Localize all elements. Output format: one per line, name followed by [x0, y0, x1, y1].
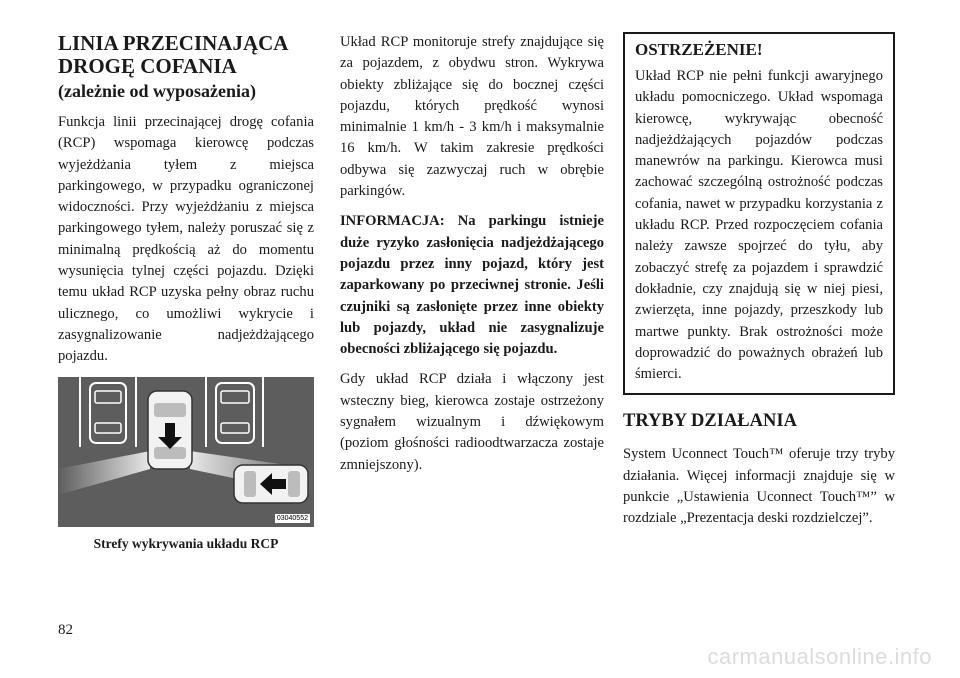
approaching-car: [234, 465, 308, 503]
page-number: 82: [58, 622, 73, 638]
rcp-operation: Gdy układ RCP działa i włączony jest wsteczny bieg, kierowca zostaje ostrzeżony sygnałem wizualnym i dźwiękowym (poziom głośności radioodtwarzacza zostaje zmniejszony).: [340, 371, 604, 473]
warning-box: [623, 32, 895, 395]
column-middle: [340, 32, 604, 485]
column-left: [58, 32, 314, 552]
warning-title: OSTRZEŻENIE!: [635, 40, 763, 59]
parking-illustration: [58, 377, 314, 527]
figure-code: 03040552: [276, 514, 308, 522]
modes-section-title: TRYBY DZIAŁANIA: [623, 411, 797, 432]
title-line-1: LINIA PRZECINAJĄCA: [58, 31, 289, 55]
title-line-2: DROGĘ COFANIA: [58, 54, 237, 78]
reversing-car: [148, 391, 192, 469]
modes-section-text: System Uconnect Touch™ oferuje trzy tryby działania. Więcej informacji znajduje się w punkcie „Ustawienia Uconnect Touch™” w rozdziale „Prezentacja deski rozdzielczej”.: [623, 446, 895, 527]
footer-watermark: carmanualsonline.info: [707, 644, 932, 669]
figure-caption: Strefy wykrywania układu RCP: [93, 535, 279, 551]
warning-text: Układ RCP nie pełni funkcji awaryjnego układu pomocniczego. Układ wspomaga kierowcę, wykrywając obecność nadjeżdżających pojazdów podczas manewrów na parkingu. Kierowca musi zachować szczególną ostrożność podczas cofania, nawet w przypadku korzystania z układu RCP. Przed rozpoczęciem cofania należy zawsze spojrzeć do tyłu, aby zobaczyć strefę za pojazdem i sprawdzić dokładnie, czy znajdują się w niej piesi, zwierzęta, inne pojazdy, przeszkody lub martwe punkty. Brak ostrożności może doprowadzić do poważnych obrażeń lub śmierci.: [635, 68, 883, 383]
parked-car-right: [216, 383, 254, 443]
intro-paragraph: Funkcja linii przecinającej drogę cofania (RCP) wspomaga kierowcę podczas wyjeżdżania tyłem z miejsca parkingowego, w przypadku ograniczonej widoczności. Przy wyjeżdżaniu z miejsca parkingowego tyłem, należy poruszać się z minimalną prędkością aż do momentu wysunięcia tylnej części pojazdu. Dzięki temu układ RCP uzyska pełny obraz ruchu ulicznego, co umożliwi wykrycie i zasygnalizowanie nadjeżdżającego pojazdu.: [58, 114, 314, 365]
section-title: [58, 32, 314, 78]
rcp-description: Układ RCP monitoruje strefy znajdujące się za pojazdem, z obydwu stron. Wykrywa obiekty zbliżające się do bocznej części pojazdu, których prędkość wynosi minimalnie 1 km/h - 3 km/h i maksymalnie 16 km/h. W takim zakresie prędkości odbywa się zazwyczaj ruch w obrębie parkingów.: [340, 34, 604, 200]
parked-car-left: [90, 383, 126, 443]
rcp-detection-zones-figure: [58, 377, 314, 527]
info-note: INFORMACJA: Na parkingu istnieje duże ryzyko zasłonięcia nadjeżdżającego pojazdu przez inny pojazd, który jest zaparkowany po przeciwnej stronie. Jeśli czujniki są zasłonięte przez inne obiekty lub pojazdy, układ nie zasygnalizuje obecności zbliżającego się pojazdu.: [340, 213, 604, 358]
column-right: [623, 32, 895, 539]
left-detection-zone: [58, 451, 150, 495]
section-subtitle: (zależnie od wyposażenia): [58, 81, 256, 101]
